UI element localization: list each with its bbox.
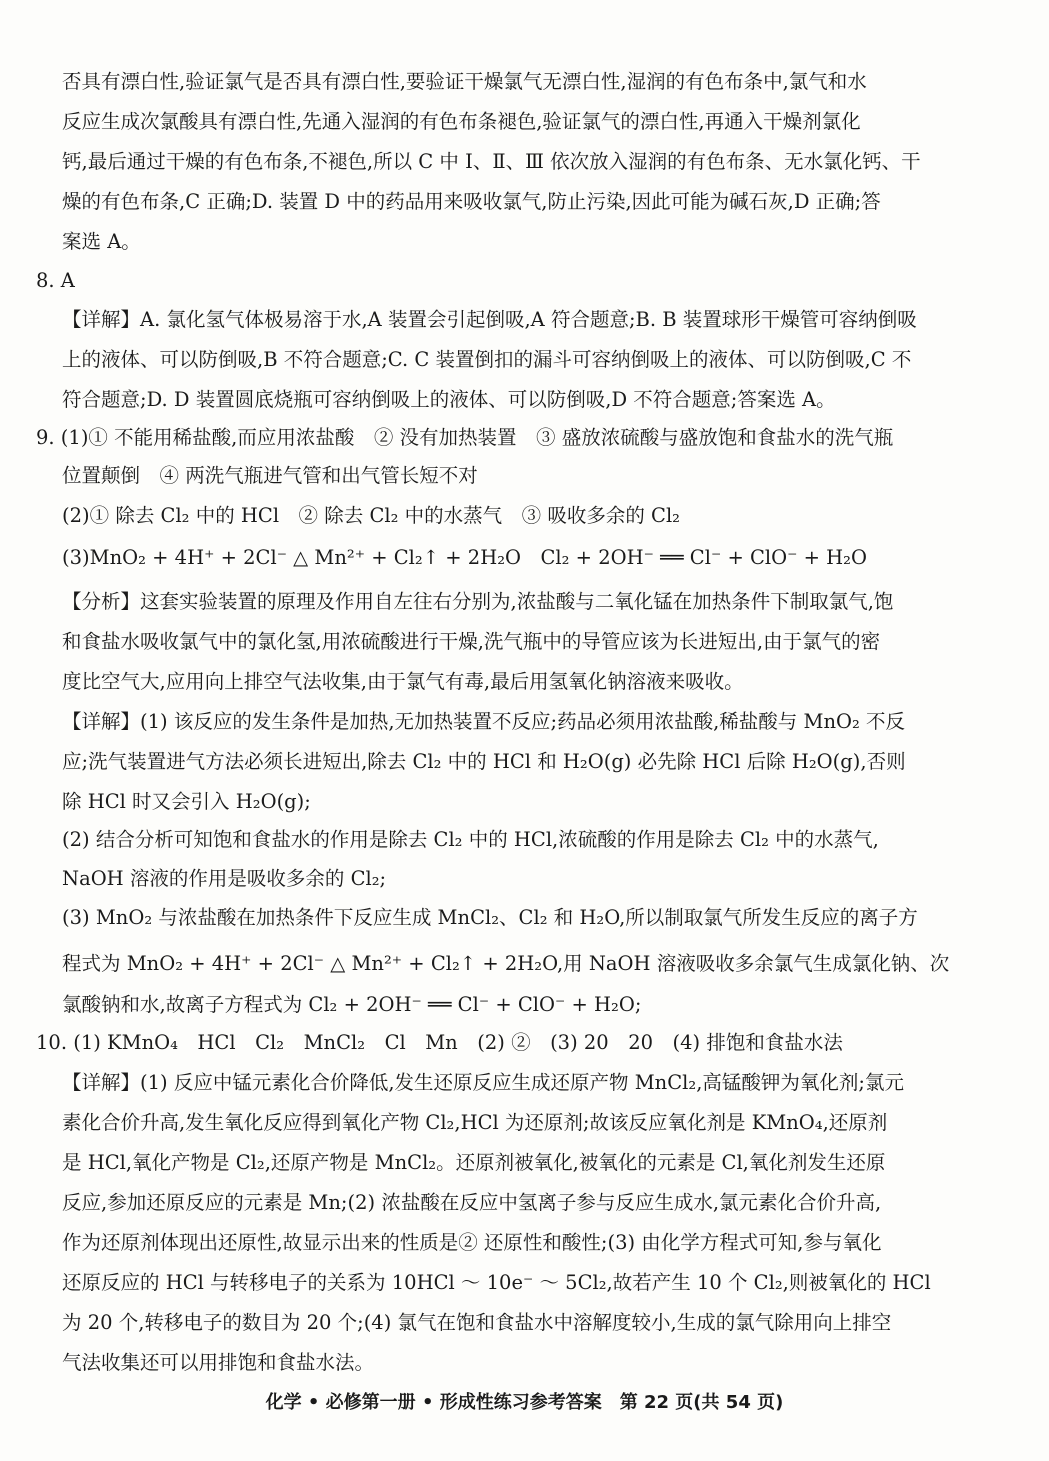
text-line: 符合题意;D. D 装置圆底烧瓶可容纳倒吸上的液体、可以防倒吸,D 不符合题意;答案选 A。 — [62, 388, 836, 411]
text-line: 反应生成次氯酸具有漂白性,先通入湿润的有色布条褪色,验证氯气的漂白性,再通入干燥剂氯化 — [62, 110, 861, 133]
text-line: 为 20 个,转移电子的数目为 20 个;(4) 氯气在饱和食盐水中溶解度较小,生成的氯气除用向上排空 — [62, 1311, 892, 1334]
text-line: 上的液体、可以防倒吸,B 不符合题意;C. C 装置倒扣的漏斗可容纳倒吸上的液体、可以防倒吸,C 不 — [62, 348, 912, 371]
text-line: 度比空气大,应用向上排空气法收集,由于氯气有毒,最后用氢氧化钠溶液来吸收。 — [62, 670, 744, 693]
text-line: 燥的有色布条,C 正确;D. 装置 D 中的药品用来吸收氯气,防止污染,因此可能为碱石灰,D 正确;答 — [62, 190, 881, 213]
text-line: 反应,参加还原反应的元素是 Mn;(2) 浓盐酸在反应中氢离子参与反应生成水,氯元素化合价升高, — [62, 1191, 882, 1214]
text-line: 除 HCl 时又会引入 H₂O(g); — [62, 790, 311, 813]
text-line: 还原反应的 HCl 与转移电子的关系为 10HCl ～ 10e⁻ ～ 5Cl₂,故若产生 10 个 Cl₂,则被氧化的 HCl — [62, 1271, 931, 1294]
text-line: 气法收集还可以用排饱和食盐水法。 — [62, 1351, 375, 1374]
text-line: 是 HCl,氧化产物是 Cl₂,还原产物是 MnCl₂。还原剂被氧化,被氧化的元素是 Cl,氧化剂发生还原 — [62, 1151, 886, 1174]
text-line: 【分析】这套实验装置的原理及作用自左往右分别为,浓盐酸与二氧化锰在加热条件下制取氯气,饱 — [62, 590, 894, 613]
question-number-10: 10. (1) KMnO₄ HCl Cl₂ MnCl₂ Cl Mn (2) ② (3) 20 20 (4) 排饱和食盐水法 — [36, 1031, 843, 1054]
text-line: 应;洗气装置进气方法必须长进短出,除去 Cl₂ 中的 HCl 和 H₂O(g) 必先除 HCl 后除 H₂O(g),否则 — [62, 750, 906, 773]
text-line: 【详解】(1) 该反应的发生条件是加热,无加热装置不反应;药品必须用浓盐酸,稀盐酸与 MnO₂ 不反 — [62, 710, 906, 733]
text-line: 作为还原剂体现出还原性,故显示出来的性质是② 还原性和酸性;(3) 由化学方程式可知,参与氧化 — [62, 1231, 882, 1254]
text-line: 案选 A。 — [62, 230, 141, 253]
text-line: (2) 结合分析可知饱和食盐水的作用是除去 Cl₂ 中的 HCl,浓硫酸的作用是除去 Cl₂ 中的水蒸气, — [62, 828, 879, 851]
page-footer: 化学 • 必修第一册 • 形成性练习参考答案 第 22 页(共 54 页) — [265, 1392, 784, 1413]
text-line: 程式为 MnO₂ + 4H⁺ + 2Cl⁻ △ Mn²⁺ + Cl₂↑ + 2H₂O,用 NaOH 溶液吸收多余氯气生成氯化钠、次 — [62, 952, 950, 975]
question-number-9: 9. (1)① 不能用稀盐酸,而应用浓盐酸 ② 没有加热装置 ③ 盛放浓硫酸与盛放饱和食盐水的洗气瓶 — [36, 426, 894, 449]
text-line: 位置颠倒 ④ 两洗气瓶进气管和出气管长短不对 — [62, 464, 478, 487]
text-line: 素化合价升高,发生氧化反应得到氧化产物 Cl₂,HCl 为还原剂;故该反应氧化剂是 KMnO₄,还原剂 — [62, 1111, 888, 1134]
text-line: 否具有漂白性,验证氯气是否具有漂白性,要验证干燥氯气无漂白性,湿润的有色布条中,氯气和水 — [62, 70, 867, 93]
question-number-8: 8. A — [36, 269, 75, 292]
text-line: 【详解】A. 氯化氢气体极易溶于水,A 装置会引起倒吸,A 符合题意;B. B 装置球形干燥管可容纳倒吸 — [62, 308, 917, 331]
text-line: (2)① 除去 Cl₂ 中的 HCl ② 除去 Cl₂ 中的水蒸气 ③ 吸收多余的 Cl₂ — [62, 504, 680, 527]
text-line: 和食盐水吸收氯气中的氯化氢,用浓硫酸进行干燥,洗气瓶中的导管应该为长进短出,由于氯气的密 — [62, 630, 881, 653]
equation-line: (3)MnO₂ + 4H⁺ + 2Cl⁻ △ Mn²⁺ + Cl₂↑ + 2H₂O Cl₂ + 2OH⁻ ══ Cl⁻ + ClO⁻ + H₂O — [62, 546, 867, 569]
text-line: 钙,最后通过干燥的有色布条,不褪色,所以 C 中 Ⅰ、Ⅱ、Ⅲ 依次放入湿润的有色布条、无水氯化钙、干 — [62, 150, 921, 173]
text-line: 氯酸钠和水,故离子方程式为 Cl₂ + 2OH⁻ ══ Cl⁻ + ClO⁻ + H₂O; — [62, 993, 642, 1016]
text-line: NaOH 溶液的作用是吸收多余的 Cl₂; — [62, 867, 387, 890]
text-line: 【详解】(1) 反应中锰元素化合价降低,发生还原反应生成还原产物 MnCl₂,高锰酸钾为氧化剂;氯元 — [62, 1071, 904, 1094]
text-line: (3) MnO₂ 与浓盐酸在加热条件下反应生成 MnCl₂、Cl₂ 和 H₂O,所以制取氯气所发生反应的离子方 — [62, 906, 918, 929]
